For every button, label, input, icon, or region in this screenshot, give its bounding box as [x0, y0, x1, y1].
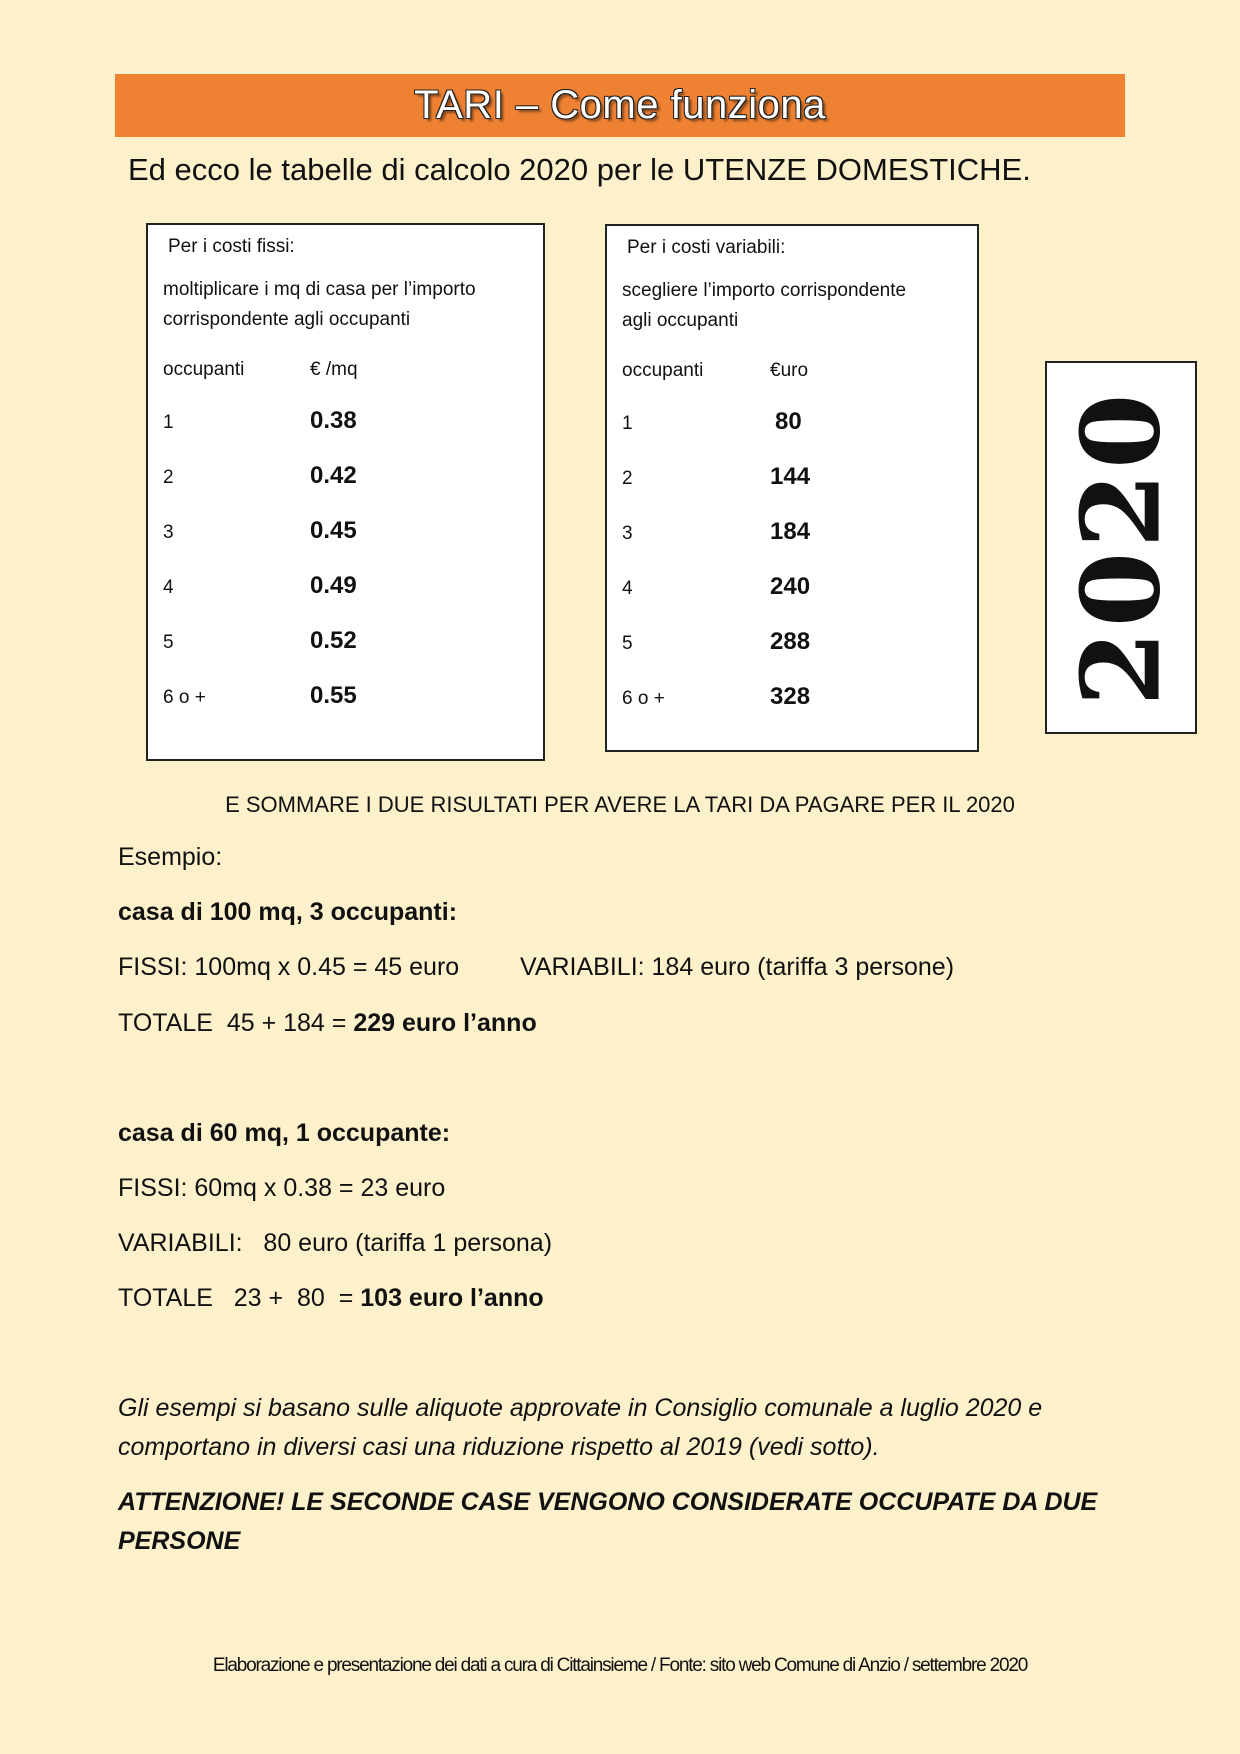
- fixed-costs-instruction: [163, 275, 476, 335]
- variable-costs-instruction-line-1: scegliere l’importo corrispondente: [622, 280, 907, 301]
- example-case-1-variabili: VARIABILI: 184 euro (tariffa 3 persone): [520, 953, 955, 981]
- fixed-row-value: 0.55: [310, 682, 357, 709]
- example-case-2-fissi: FISSI: 60mq x 0.38 = 23 euro: [118, 1174, 446, 1202]
- variable-col-value: €uro: [770, 360, 809, 381]
- variable-row-occupants: 5: [622, 633, 633, 654]
- variable-row-occupants: 2: [622, 468, 633, 489]
- example-case-2-totale: [118, 1284, 544, 1313]
- note-paragraph: Gli esempi si basano sulle aliquote approvate in Consiglio comunale a luglio 2020 e comportano in diversi casi una riduzione rispetto al 2019 (vedi sotto).: [118, 1394, 1043, 1461]
- year-badge-text: 2020: [1058, 389, 1184, 706]
- example-label: Esempio:: [118, 843, 223, 871]
- fixed-row-value: 0.38: [310, 407, 357, 434]
- variable-row-value: 288: [770, 628, 811, 655]
- fixed-row-occupants: 1: [163, 412, 174, 433]
- example-case-1-title: casa di 100 mq, 3 occupanti:: [118, 898, 458, 926]
- variable-row-value: 184: [770, 518, 811, 545]
- variable-row-occupants: 1: [622, 413, 633, 434]
- footer-credits: Elaborazione e presentazione dei dati a cura di Cittainsieme / Fonte: sito web Comune di Anzio / settembre 2020: [212, 1655, 1028, 1676]
- variable-row-value: 240: [770, 573, 811, 600]
- fixed-costs-instruction-line-1: moltiplicare i mq di casa per l’importo: [163, 279, 476, 300]
- example-case-1-totale: [118, 1009, 537, 1038]
- variable-col-occupants: occupanti: [622, 360, 704, 381]
- fixed-row-value: 0.49: [310, 572, 357, 599]
- example-case-2-variabili: VARIABILI: 80 euro (tariffa 1 persona): [118, 1229, 553, 1257]
- variable-costs-table: [605, 224, 979, 752]
- fixed-row-value: 0.42: [310, 462, 357, 489]
- fixed-col-occupants: occupanti: [163, 359, 245, 380]
- variable-costs-instruction-line-2: agli occupanti: [622, 310, 739, 331]
- subtitle: Ed ecco le tabelle di calcolo 2020 per le UTENZE DOMESTICHE.: [128, 152, 1031, 187]
- variable-row-occupants: 3: [622, 523, 633, 544]
- example-case-1-fissi: FISSI: 100mq x 0.45 = 45 euro: [118, 953, 460, 981]
- fixed-row-occupants: 6 o +: [163, 687, 206, 708]
- variable-row-value: 80: [775, 408, 802, 435]
- variable-costs-instruction: [622, 276, 906, 336]
- variable-row-value: 144: [770, 463, 811, 490]
- sum-instruction: E SOMMARE I DUE RISULTATI PER AVERE LA TARI DA PAGARE PER IL 2020: [225, 792, 1015, 817]
- fixed-row-occupants: 4: [163, 577, 174, 598]
- fixed-row-occupants: 3: [163, 522, 174, 543]
- example-case-2-title: casa di 60 mq, 1 occupante:: [118, 1119, 451, 1147]
- variable-row-value: 328: [770, 683, 811, 710]
- fixed-row-occupants: 5: [163, 632, 174, 653]
- variable-costs-heading: Per i costi variabili:: [627, 237, 786, 258]
- example-case-2-totale-prefix: TOTALE 23 + 80 =: [118, 1284, 361, 1312]
- fixed-row-value: 0.45: [310, 517, 357, 544]
- variable-row-occupants: 4: [622, 578, 633, 599]
- fixed-row-value: 0.52: [310, 627, 357, 654]
- fixed-costs-heading: Per i costi fissi:: [168, 236, 295, 257]
- year-badge: [1045, 361, 1197, 734]
- fixed-costs-instruction-line-2: corrispondente agli occupanti: [163, 309, 411, 330]
- title-banner: [115, 74, 1125, 137]
- example-case-1-totale-result: 229 euro l’anno: [353, 1009, 537, 1037]
- fixed-costs-table: [146, 223, 545, 761]
- variable-row-occupants: 6 o +: [622, 688, 665, 709]
- example-case-1-totale-prefix: TOTALE 45 + 184 =: [118, 1009, 354, 1037]
- fixed-row-occupants: 2: [163, 467, 174, 488]
- page-title: TARI – Come funziona: [414, 83, 826, 127]
- fixed-col-value: € /mq: [310, 359, 358, 380]
- example-case-2-totale-result: 103 euro l’anno: [360, 1284, 544, 1312]
- warning-paragraph: ATTENZIONE! LE SECONDE CASE VENGONO CONSIDERATE OCCUPATE DA DUE PERSONE: [118, 1488, 1098, 1555]
